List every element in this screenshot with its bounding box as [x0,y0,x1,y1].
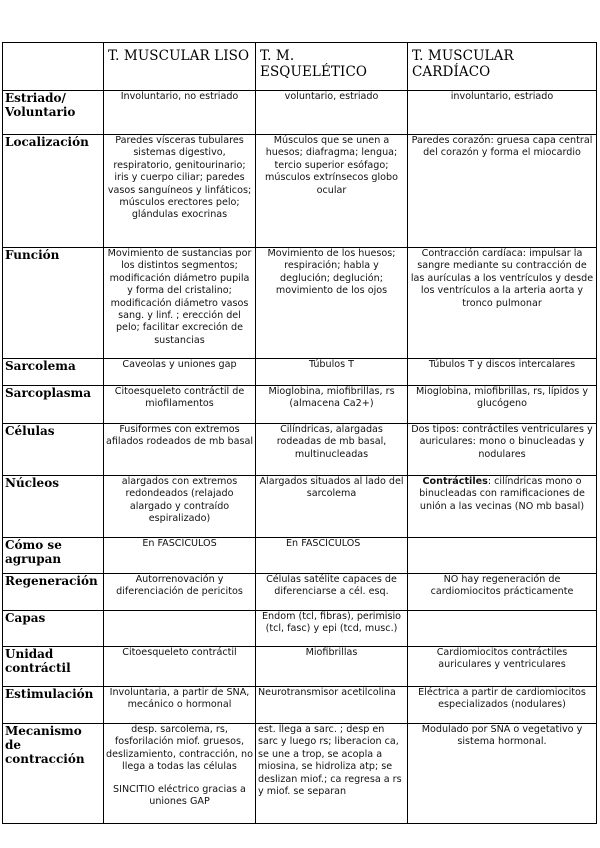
cell-esqueletico: Células satélite capaces de diferenciarse a cél. esq. [256,574,408,611]
row-celulas [3,424,597,476]
row-label: Sarcolema [3,359,104,386]
row-agrupan [3,538,597,574]
cell-cardiaco [408,611,597,647]
cell-cardiaco: Eléctrica a partir de cardiomiocitos especializados (nodulares) [408,687,597,724]
header-esqueletico: T. M. ESQUELÉTICO [256,43,408,91]
cell-liso [104,724,256,824]
cell-esqueletico: Endom (tcl, fibras), perimisio (tcl, fasc) y epi (tcd, musc.) [256,611,408,647]
cell-liso-extra: SINCITIO eléctrico gracias a uniones GAP [113,783,246,808]
row-regeneracion [3,574,597,611]
cell-esqueletico: Cilíndricas, alargadas rodeadas de mb basal, multinucleadas [256,424,408,476]
row-nucleos [3,476,597,538]
comparison-table [2,42,597,824]
row-label: Cómo se agrupan [3,538,104,574]
row-sarcolema [3,359,597,386]
row-label: Estriado/ Voluntario [3,91,104,135]
row-label: Mecanismo de contracción [3,724,104,824]
cell-esqueletico: Túbulos T [256,359,408,386]
cell-liso: Involuntaria, a partir de SNA, mecánico o hormonal [104,687,256,724]
cell-cardiaco-text: : cilíndricas mono o binucleadas con ramificaciones de unión a las vecinas (NO mb basal) [419,476,585,512]
row-sarcoplasma [3,386,597,424]
cell-esqueletico: Mioglobina, miofibrillas, rs (almacena Ca2+) [256,386,408,424]
row-label: Capas [3,611,104,647]
cell-cardiaco: involuntario, estriado [408,91,597,135]
cell-cardiaco: Cardiomiocitos contráctiles auriculares y ventriculares [408,647,597,687]
cell-cardiaco: NO hay regeneración de cardiomiocitos prácticamente [408,574,597,611]
cell-cardiaco: Modulado por SNA o vegetativo y sistema hormonal. [408,724,597,824]
header-cardiaco: T. MUSCULAR CARDÍACO [408,43,597,91]
cell-esqueletico: voluntario, estriado [256,91,408,135]
row-capas [3,611,597,647]
cell-cardiaco: Paredes corazón: gruesa capa central del corazón y forma el miocardio [408,135,597,248]
cell-cardiaco: Contracción cardíaca: impulsar la sangre mediante su contracción de las aurículas a los ventrículos y desde los ventrículos a la arteria aorta y tronco pulmonar [408,248,597,359]
row-label: Estimulación [3,687,104,724]
keyword-contractiles: Contráctiles [422,476,488,487]
cell-cardiaco [408,476,597,538]
row-mecanismo [3,724,597,824]
cell-cardiaco: Dos tipos: contráctiles ventriculares y auriculares: mono o binucleadas y nodulares [408,424,597,476]
row-label: Localización [3,135,104,248]
cell-liso: Autorrenovación y diferenciación de pericitos [104,574,256,611]
cell-esqueletico: En FASCÍCULOS [256,538,408,574]
row-label: Sarcoplasma [3,386,104,424]
cell-esqueletico: Movimiento de los huesos; respiración; habla y deglución; deglución; movimiento de los ojos [256,248,408,359]
cell-esqueletico: Neurotransmisor acetilcolina [256,687,408,724]
cell-liso: Citoesqueleto contráctil de miofilamentos [104,386,256,424]
row-unidad [3,647,597,687]
cell-cardiaco: Túbulos T y discos intercalares [408,359,597,386]
cell-liso: Involuntario, no estriado [104,91,256,135]
row-label: Función [3,248,104,359]
cell-cardiaco: Mioglobina, miofibrillas, rs, lípidos y glucógeno [408,386,597,424]
cell-liso: Fusiformes con extremos afilados rodeados de mb basal [104,424,256,476]
cell-liso: Movimiento de sustancias por los distintos segmentos; modificación diámetro pupila y forma del cristalino; modificación diámetro vasos sang. y linf. ; erección del pelo; facilitar excreción de sustancias [104,248,256,359]
row-label: Núcleos [3,476,104,538]
row-label: Unidad contráctil [3,647,104,687]
cell-liso: Citoesqueleto contráctil [104,647,256,687]
row-estimulacion [3,687,597,724]
cell-esqueletico: est. llega a sarc. ; desp en sarc y luego rs; liberacion ca, se une a trop, se acopla a miosina, se hidroliza atp; se deslizan miof.; ca regresa a rs y miof. se separan [256,724,408,824]
header-liso: T. MUSCULAR LISO [104,43,256,91]
cell-liso [104,611,256,647]
row-funcion [3,248,597,359]
cell-liso: Paredes vísceras tubulares sistemas digestivo, respiratorio, genitourinario; iris y cuerpo ciliar; paredes vasos sanguíneos y linfáticos; músculos erectores pelo; glándulas exocrinas [104,135,256,248]
cell-cardiaco [408,538,597,574]
cell-liso: En FASCÍCULOS [104,538,256,574]
row-localizacion [3,135,597,248]
row-label: Regeneración [3,574,104,611]
header-row [3,43,597,91]
cell-liso: Caveolas y uniones gap [104,359,256,386]
corner-cell [3,43,104,91]
row-estriado [3,91,597,135]
cell-liso: alargados con extremos redondeados (relajado alargado y contraído espiralizado) [104,476,256,538]
cell-esqueletico: Miofibrillas [256,647,408,687]
cell-esqueletico: Músculos que se unen a huesos; diafragma; lengua; tercio superior esófago; músculos extrínsecos globo ocular [256,135,408,248]
cell-liso-text: desp. sarcolema, rs, fosforilación miof. gruesos, deslizamiento, contracción, no llega a todas las células [106,724,253,773]
row-label: Células [3,424,104,476]
cell-esqueletico: Alargados situados al lado del sarcolema [256,476,408,538]
